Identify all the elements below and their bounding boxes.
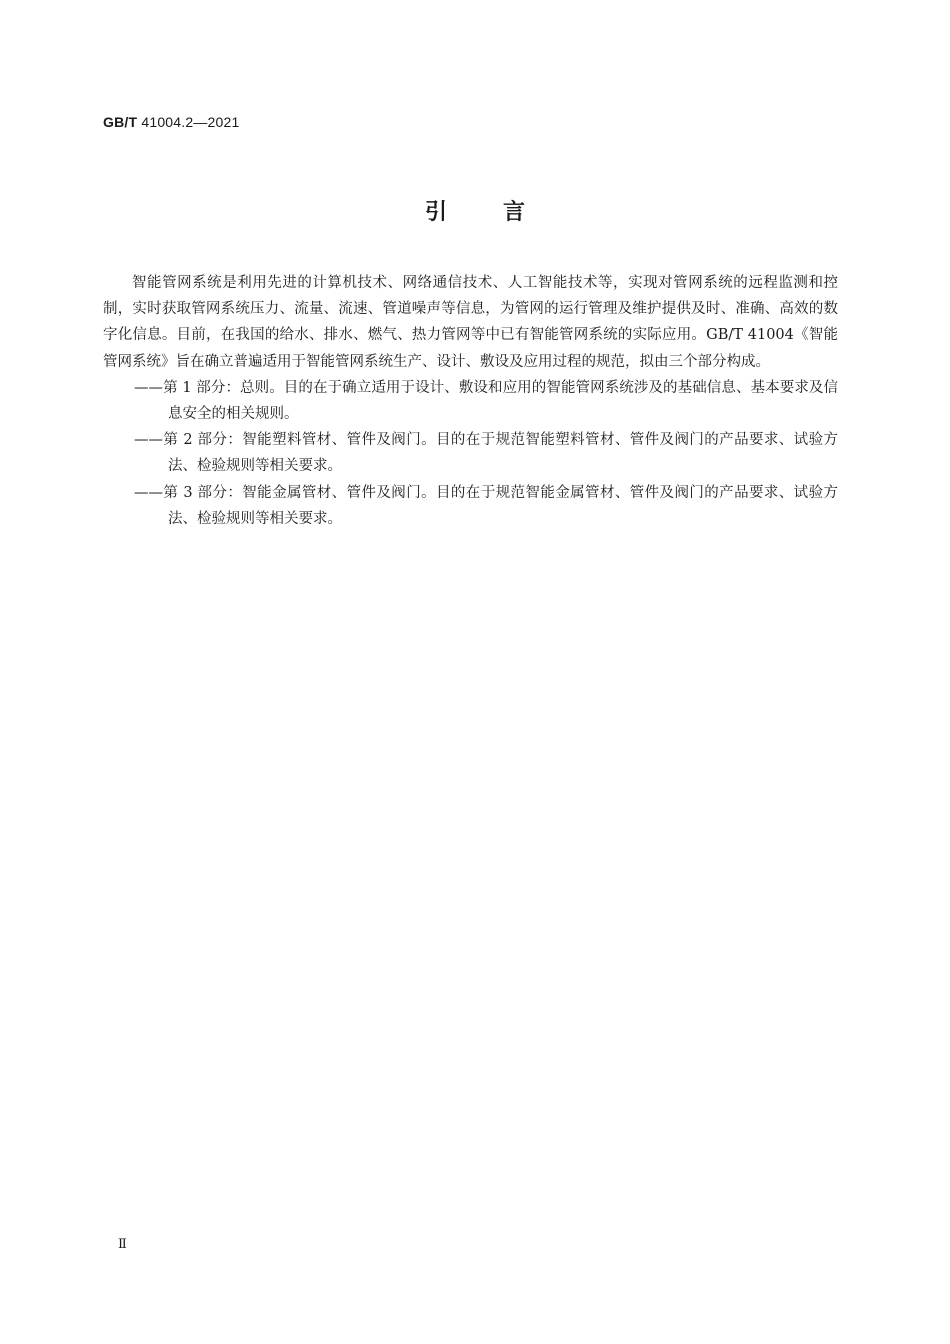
list-item-part-2: ——第 2 部分：智能塑料管材、管件及阀门。目的在于规范智能塑料管材、管件及阀门的产品要求、试验方法、检验规则等相关要求。	[134, 432, 838, 475]
list-item-part-3: ——第 3 部分：智能金属管材、管件及阀门。目的在于规范智能金属管材、管件及阀门的产品要求、试验方法、检验规则等相关要求。	[134, 484, 838, 527]
page-number: Ⅱ	[118, 1237, 127, 1252]
standard-code: GB/T	[103, 114, 138, 130]
standard-header	[103, 114, 240, 130]
list-item-part-1: ——第 1 部分：总则。目的在于确立适用于设计、敷设和应用的智能管网系统涉及的基础信息、基本要求及信息安全的相关规则。	[134, 379, 838, 423]
intro-paragraph: 智能管网系统是利用先进的计算机技术、网络通信技术、人工智能技术等，实现对管网系统的远程监测和控制，实时获取管网系统压力、流量、流速、管道噪声等信息，为管网的运行管理及维护提供及时、准确、高效的数字化信息。目前，在我国的给水、排水、燃气、热力管网等中已有智能管网系统的实际应用。GB/T 41004《智能管网系统》旨在确立普遍适用于智能管网系统生产、设计、敷设及应用过程的规范，拟由三个部分构成。	[103, 275, 838, 370]
page-title: 引言	[424, 200, 581, 225]
document-body	[103, 270, 838, 532]
standard-number: 41004.2—2021	[141, 114, 240, 130]
